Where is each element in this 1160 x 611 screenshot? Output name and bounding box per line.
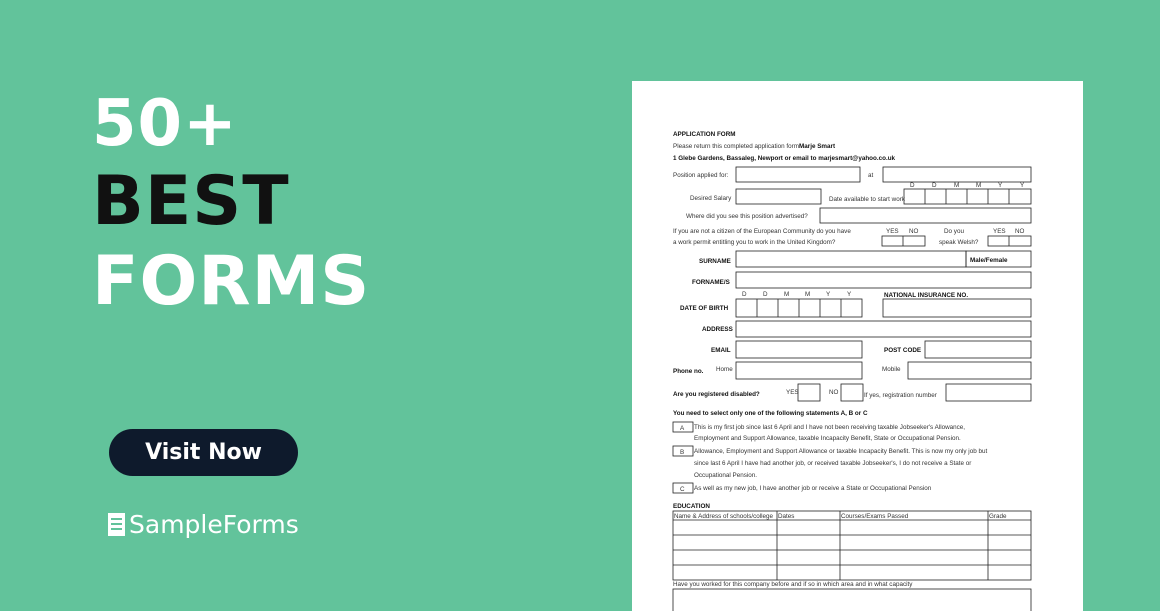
svg-text:D: D [910, 182, 915, 189]
statement-c-line-1: As well as my new job, I have another job or receive a State or Occupational Pension [694, 485, 932, 492]
worked-before-label: Have you worked for this company before and if so in which area and in what capacity [673, 581, 913, 588]
svg-text:D: D [742, 291, 747, 298]
disabled-yes-label: YES [786, 389, 799, 396]
dob-label: DATE OF BIRTH [680, 305, 729, 312]
forenames-field[interactable] [736, 272, 1031, 288]
hero-line-1: 50+ [92, 87, 238, 161]
worked-before-field[interactable] [673, 589, 1031, 611]
statement-b-line-1: Allowance, Employment and Support Allowance or taxable Incapacity Benefit. This is now my only job but [694, 448, 988, 455]
address-field[interactable] [736, 321, 1031, 337]
statement-a-line-1: This is my first job since last 6 April and I have not been receiving taxable Jobseeker's Allowance, [694, 424, 966, 431]
hero-line-3: FORMS [92, 242, 371, 321]
brand-name: SampleForms [129, 510, 299, 539]
post-code-field[interactable] [925, 341, 1031, 358]
return-line: Please return this completed application formMarje Smart [673, 143, 836, 150]
svg-text:D: D [763, 291, 768, 298]
edu-col-dates: Dates [778, 513, 795, 520]
address-label: ADDRESS [702, 326, 733, 333]
statement-b-line-3: Occupational Pension. [694, 472, 758, 479]
registration-field[interactable] [946, 384, 1031, 401]
education-title: EDUCATION [673, 503, 710, 510]
salary-field[interactable] [736, 189, 821, 204]
welsh-yes-label: YES [993, 228, 1006, 235]
statement-a-letter: A [680, 425, 685, 432]
svg-text:Y: Y [998, 182, 1003, 189]
statement-intro: You need to select only one of the following statements A, B or C [673, 410, 868, 417]
disabled-no-label: NO [829, 389, 839, 396]
svg-text:Y: Y [826, 291, 831, 298]
mobile-label: Mobile [882, 366, 901, 373]
position-field[interactable] [736, 167, 860, 182]
form-title: APPLICATION FORM [673, 131, 736, 138]
email-field[interactable] [736, 341, 862, 358]
post-code-label: POST CODE [884, 347, 922, 354]
education-table[interactable] [673, 511, 1031, 580]
home-label: Home [716, 366, 733, 373]
welsh-no-label: NO [1015, 228, 1025, 235]
svg-text:M: M [805, 291, 811, 298]
svg-text:M: M [784, 291, 790, 298]
svg-text:M: M [976, 182, 982, 189]
ni-field[interactable] [883, 299, 1031, 317]
at-label: at [868, 172, 874, 179]
statement-a-line-2: Employment and Support Allowance, taxable Incapacity Benefit, State or Occupational Pension. [694, 435, 961, 442]
document-icon [108, 513, 125, 536]
edu-col-school: Name & Address of schools/college [674, 513, 774, 520]
position-label: Position applied for: [673, 172, 729, 179]
statement-b-line-2: since last 6 April I have had another job, or received taxable Jobseeker's, I do not receive a State or [694, 460, 972, 467]
home-phone-field[interactable] [736, 362, 862, 379]
mobile-phone-field[interactable] [908, 362, 1031, 379]
registration-label: If yes, registration number [864, 392, 937, 399]
dob-headings [742, 291, 852, 298]
svg-text:D: D [932, 182, 937, 189]
employer-field[interactable] [883, 167, 1031, 182]
eu-line-1: If you are not a citizen of the European Community do you have [673, 228, 851, 235]
statement-c-letter: C [680, 486, 685, 493]
application-form-preview[interactable] [632, 81, 1083, 611]
edu-col-grade: Grade [989, 513, 1007, 520]
surname-label: SURNAME [699, 258, 731, 265]
brand-logo[interactable] [108, 510, 299, 539]
statement-b-letter: B [680, 449, 685, 456]
work-permit-no-label: NO [909, 228, 919, 235]
surname-field[interactable] [736, 251, 966, 267]
do-you-label: Do you [944, 228, 964, 235]
start-date-headings [910, 182, 1025, 189]
disabled-yes-box[interactable] [798, 384, 820, 401]
address-line: 1 Glebe Gardens, Bassaleg, Newport or email to marjesmart@yahoo.co.uk [673, 155, 896, 162]
date-available-label: Date available to start work [829, 196, 905, 203]
gender-label: Male/Female [970, 257, 1008, 264]
forenames-label: FORNAME/S [692, 279, 730, 286]
advertised-label: Where did you see this position advertised? [686, 213, 808, 220]
speak-welsh-label: speak Welsh? [939, 239, 979, 246]
form-sheet [632, 81, 1083, 611]
work-permit-yes-label: YES [886, 228, 899, 235]
ni-label: NATIONAL INSURANCE NO. [884, 292, 969, 299]
welsh-checkboxes[interactable] [988, 236, 1031, 246]
advertised-field[interactable] [820, 208, 1031, 223]
hero-line-2: BEST [92, 162, 290, 241]
svg-text:Y: Y [1020, 182, 1025, 189]
email-label: EMAIL [711, 347, 731, 354]
disabled-label: Are you registered disabled? [673, 391, 760, 398]
phone-label: Phone no. [673, 368, 704, 375]
svg-text:M: M [954, 182, 960, 189]
visit-now-button[interactable]: Visit Now [109, 429, 298, 476]
salary-label: Desired Salary [690, 195, 732, 202]
work-permit-checkboxes[interactable] [882, 236, 925, 246]
disabled-no-box[interactable] [841, 384, 863, 401]
edu-col-courses: Courses/Exams Passed [841, 513, 909, 520]
start-date-field[interactable] [904, 189, 1031, 204]
svg-text:Y: Y [847, 291, 852, 298]
eu-line-2: a work permit entitling you to work in the United Kingdom? [673, 239, 836, 246]
